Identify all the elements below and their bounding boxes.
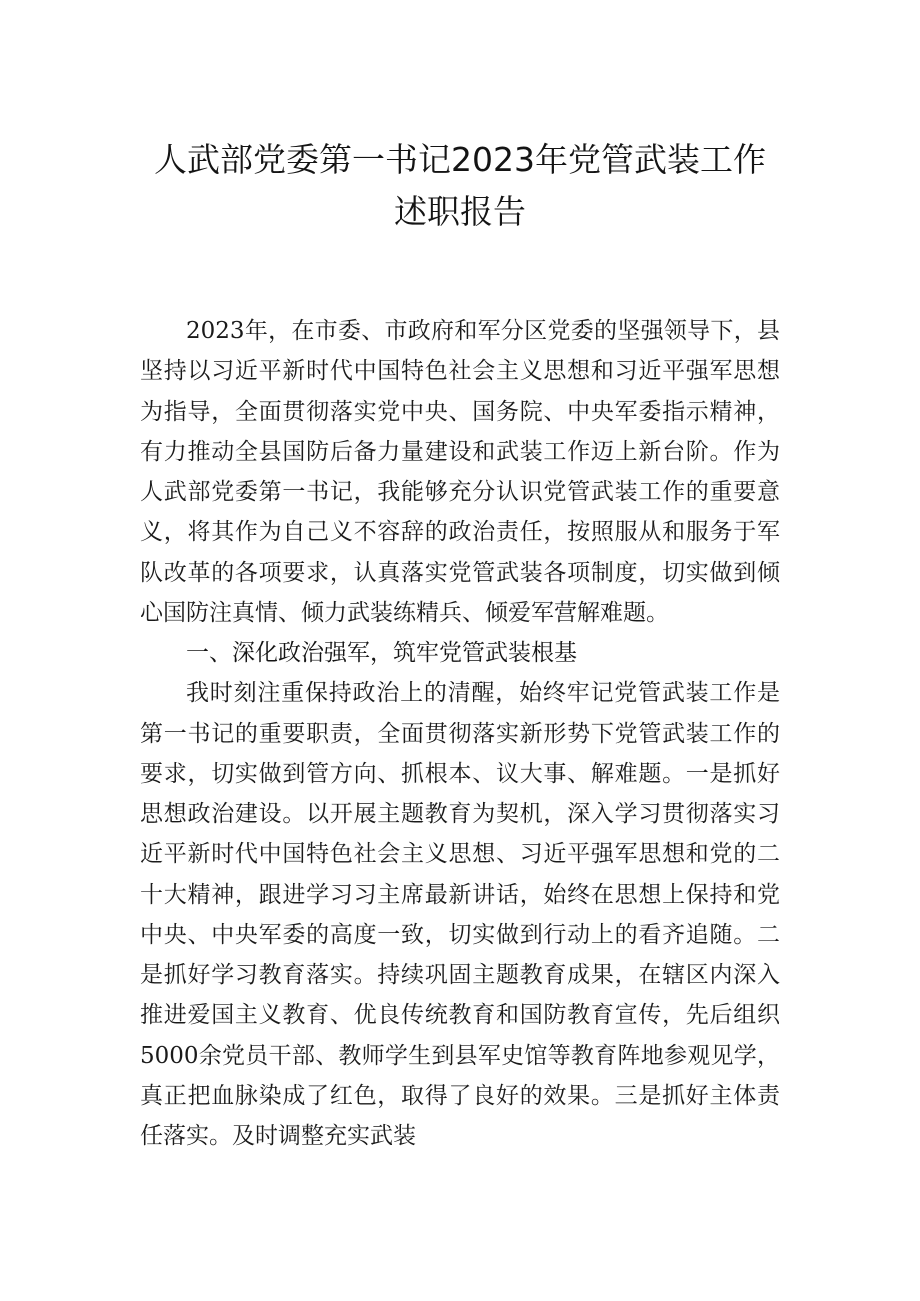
document-title-line-1: 人武部党委第一书记2023年党管武装工作: [154, 140, 766, 179]
document-title-line-2: 述职报告: [394, 192, 526, 231]
intro-paragraph: 2023年，在市委、市政府和军分区党委的坚强领导下，县坚持以习近平新时代中国特色社会主义思想和习近平强军思想为指导，全面贯彻落实党中央、国务院、中央军委指示精神，有力推动全县国防后备力量建设和武装工作迈上新台阶。作为人武部党委第一书记，我能够充分认识党管武装工作的重要意义，将其作为自己义不容辞的政治责任，按照服从和服务于军队改革的各项要求，认真落实党管武装各项制度，切实做到倾心国防注真情、倾力武装练精兵、倾爱军营解难题。: [140, 318, 780, 626]
section-1-paragraph: 我时刻注重保持政治上的清醒，始终牢记党管武装工作是第一书记的重要职责，全面贯彻落实新形势下党管武装工作的要求，切实做到管方向、抓根本、议大事、解难题。一是抓好思想政治建设。以开展主题教育为契机，深入学习贯彻落实习近平新时代中国特色社会主义思想、习近平强军思想和党的二十大精神，跟进学习习主席最新讲话，始终在思想上保持和党中央、中央军委的高度一致，切实做到行动上的看齐追随。二是抓好学习教育落实。持续巩固主题教育成果，在辖区内深入推进爱国主义教育、优良传统教育和国防教育宣传，先后组织5000余党员干部、教师学生到县军史馆等教育阵地参观见学，真正把血脉染成了红色，取得了良好的效果。三是抓好主体责任落实。及时调整充实武装: [140, 680, 780, 1149]
document-body: [140, 311, 780, 1156]
section-heading-1: 一、深化政治强军，筑牢党管武装根基: [186, 640, 577, 666]
